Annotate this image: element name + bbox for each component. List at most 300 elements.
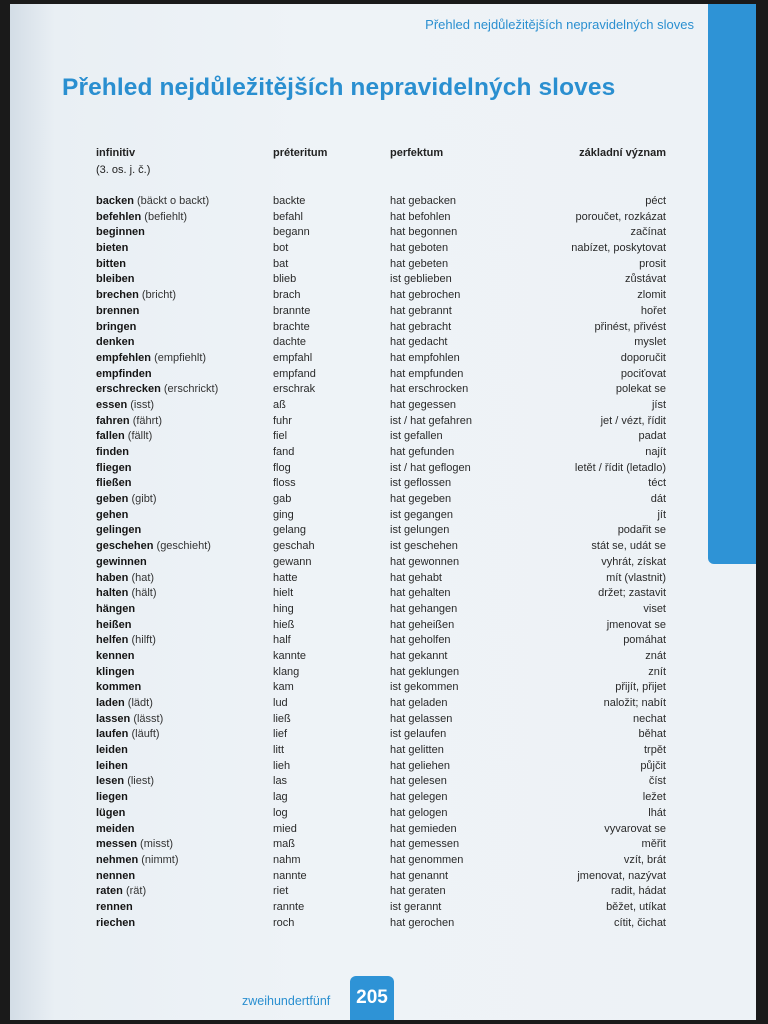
preterite-cell: half: [273, 634, 291, 647]
perfect-cell: hat geliehen: [390, 759, 450, 772]
infinitive-text: leiden: [96, 744, 128, 757]
third-person-form: (läuft): [131, 728, 160, 741]
column-subheader-third-person: (3. os. j. č.): [96, 164, 151, 176]
infinitive-cell: [96, 258, 126, 270]
preterite-cell: log: [273, 806, 288, 819]
infinitive-cell: [96, 305, 139, 317]
meaning-cell: jít: [657, 508, 666, 521]
infinitive-cell: [96, 415, 162, 427]
infinitive-text: meiden: [96, 822, 135, 835]
infinitive-cell: [96, 870, 135, 882]
third-person-form: (liest): [127, 775, 155, 788]
column-header-meaning: základní význam: [579, 147, 666, 159]
perfect-cell: hat genommen: [390, 853, 464, 866]
meaning-cell: polekat se: [615, 383, 666, 396]
meaning-cell: prosit: [639, 257, 666, 270]
meaning-cell: poroučet, rozkázat: [575, 210, 666, 223]
third-person-form: (lädt): [127, 697, 153, 709]
perfect-cell: hat geheißen: [390, 618, 455, 631]
table-row: [96, 556, 666, 572]
meaning-cell: přinést, přivést: [594, 320, 666, 333]
infinitive-text: rennen: [96, 900, 133, 913]
infinitive-text: finden: [96, 446, 129, 458]
meaning-cell: hořet: [640, 304, 666, 317]
third-person-form: (nimmt): [141, 853, 179, 866]
meaning-cell: znát: [645, 649, 666, 662]
infinitive-cell: [96, 462, 131, 474]
infinitive-text: bieten: [96, 242, 129, 255]
meaning-cell: doporučit: [620, 351, 666, 364]
infinitive-cell: [96, 681, 141, 693]
infinitive-cell: [96, 854, 179, 866]
column-header-preterite: préteritum: [273, 147, 328, 159]
infinitive-text: lassen: [96, 712, 131, 725]
perfect-cell: hat gebrochen: [390, 289, 461, 302]
infinitive-cell: [96, 289, 176, 301]
infinitive-text: erschrecken: [96, 383, 161, 396]
perfect-cell: hat gemessen: [390, 838, 460, 851]
infinitive-text: essen: [96, 398, 128, 411]
infinitive-cell: [96, 273, 135, 285]
infinitive-text: liegen: [96, 791, 128, 804]
table-row: [96, 901, 666, 917]
preterite-cell: dachte: [273, 336, 307, 349]
preterite-cell: empfand: [273, 367, 316, 380]
table-row: [96, 697, 666, 713]
meaning-cell: stát se, udát se: [591, 540, 666, 553]
perfect-cell: ist gelungen: [390, 524, 450, 537]
perfect-cell: hat gefunden: [390, 446, 455, 458]
perfect-cell: hat gebacken: [390, 195, 457, 207]
table-row: [96, 728, 666, 744]
perfect-cell: hat begonnen: [390, 226, 458, 239]
meaning-cell: podařit se: [617, 524, 666, 537]
meaning-cell: zlomit: [637, 289, 666, 302]
preterite-cell: brachte: [273, 320, 310, 333]
page-number-badge: 205: [350, 976, 394, 1020]
perfect-cell: hat gelogen: [390, 806, 448, 819]
infinitive-cell: [96, 572, 154, 584]
table-row: [96, 524, 666, 540]
preterite-cell: fiel: [273, 430, 288, 443]
third-person-form: (fällt): [127, 430, 153, 443]
preterite-cell: flog: [273, 461, 291, 474]
table-row: [96, 885, 666, 901]
table-row: [96, 493, 666, 509]
table-row: [96, 195, 666, 211]
infinitive-cell: [96, 321, 136, 333]
meaning-cell: mít (vlastnit): [606, 571, 666, 584]
infinitive-cell: [96, 493, 157, 505]
infinitive-text: helfen: [96, 634, 129, 647]
preterite-cell: empfahl: [273, 351, 313, 364]
preterite-cell: erschrak: [273, 383, 316, 396]
third-person-form: (bäckt o backt): [136, 195, 210, 207]
infinitive-cell: [96, 336, 135, 348]
table-row: [96, 838, 666, 854]
preterite-cell: fuhr: [273, 414, 292, 427]
infinitive-cell: [96, 666, 135, 678]
meaning-cell: radit, hádat: [610, 885, 666, 898]
perfect-cell: hat gehabt: [390, 571, 442, 584]
infinitive-text: klingen: [96, 665, 135, 678]
perfect-cell: hat gegeben: [390, 493, 452, 506]
table-row: [96, 681, 666, 697]
infinitive-cell: [96, 744, 128, 756]
perfect-cell: hat gelegen: [390, 791, 448, 804]
preterite-cell: lud: [273, 697, 288, 709]
meaning-cell: běhat: [638, 728, 666, 741]
infinitive-text: lesen: [96, 775, 125, 788]
preterite-cell: nahm: [273, 853, 301, 866]
table-row: [96, 917, 666, 933]
table-row: [96, 587, 666, 603]
perfect-cell: ist gegangen: [390, 508, 453, 521]
table-row: [96, 775, 666, 791]
table-row: [96, 509, 666, 525]
meaning-cell: vzít, brát: [623, 853, 666, 866]
preterite-cell: ging: [273, 508, 294, 521]
infinitive-text: befehlen: [96, 210, 142, 223]
preterite-cell: gelang: [273, 524, 307, 537]
meaning-cell: jet / vézt, řídit: [600, 414, 666, 427]
table-row: [96, 352, 666, 368]
third-person-form: (misst): [140, 838, 174, 851]
infinitive-cell: [96, 556, 147, 568]
infinitive-cell: [96, 650, 135, 662]
infinitive-text: messen: [96, 838, 137, 851]
preterite-cell: brannte: [273, 304, 311, 317]
meaning-cell: letět / řídit (letadlo): [574, 461, 666, 474]
third-person-form: (bricht): [141, 289, 177, 302]
table-row: [96, 666, 666, 682]
infinitive-text: laden: [96, 697, 125, 709]
meaning-cell: naložit; nabít: [603, 697, 666, 709]
infinitive-cell: [96, 728, 160, 740]
table-row: [96, 430, 666, 446]
perfect-cell: hat gemieden: [390, 822, 457, 835]
preterite-cell: hing: [273, 602, 294, 615]
perfect-cell: hat gelesen: [390, 775, 447, 788]
preterite-cell: geschah: [273, 540, 315, 553]
table-row: [96, 619, 666, 635]
third-person-form: (hält): [131, 587, 157, 600]
meaning-cell: pomáhat: [623, 634, 666, 647]
meaning-cell: péct: [645, 195, 666, 207]
meaning-cell: viset: [643, 602, 666, 615]
perfect-cell: ist / hat gefahren: [390, 414, 472, 427]
book-page: [10, 4, 756, 1020]
table-row: [96, 336, 666, 352]
preterite-cell: las: [273, 775, 288, 788]
meaning-cell: půjčit: [640, 759, 666, 772]
infinitive-cell: [96, 242, 128, 254]
meaning-cell: znít: [648, 665, 666, 678]
perfect-cell: ist gelaufen: [390, 728, 447, 741]
preterite-cell: befahl: [273, 210, 303, 223]
infinitive-text: nehmen: [96, 853, 139, 866]
infinitive-text: haben: [96, 571, 129, 584]
infinitive-text: leihen: [96, 759, 128, 772]
infinitive-cell: [96, 524, 141, 536]
infinitive-cell: [96, 713, 163, 725]
table-row: [96, 807, 666, 823]
infinitive-cell: [96, 211, 187, 223]
preterite-cell: lag: [273, 791, 288, 804]
table-row: [96, 399, 666, 415]
infinitive-cell: [96, 430, 152, 442]
infinitive-text: fallen: [96, 430, 125, 443]
meaning-cell: jmenovat se: [606, 618, 666, 631]
table-row: [96, 289, 666, 305]
preterite-cell: hielt: [273, 587, 294, 600]
table-row: [96, 760, 666, 776]
table-row: [96, 242, 666, 258]
table-row: [96, 211, 666, 227]
table-row: [96, 446, 666, 462]
infinitive-cell: [96, 399, 154, 411]
perfect-cell: ist geschehen: [390, 540, 458, 553]
preterite-cell: lief: [273, 728, 288, 741]
meaning-cell: číst: [648, 775, 666, 788]
infinitive-cell: [96, 226, 145, 238]
preterite-cell: litt: [273, 744, 284, 757]
verb-table: [96, 195, 666, 932]
table-row: [96, 383, 666, 399]
third-person-form: (rät): [125, 885, 147, 898]
perfect-cell: ist gekommen: [390, 681, 459, 694]
perfect-cell: hat erschrocken: [390, 383, 469, 396]
infinitive-cell: [96, 509, 128, 521]
infinitive-text: bleiben: [96, 273, 135, 286]
table-row: [96, 462, 666, 478]
preterite-cell: hatte: [273, 571, 298, 584]
table-row: [96, 634, 666, 650]
preterite-cell: bot: [273, 242, 289, 255]
preterite-cell: roch: [273, 916, 295, 929]
third-person-form: (befiehlt): [144, 210, 188, 223]
perfect-cell: hat gelassen: [390, 712, 453, 725]
page-number-word: zweihundertfünf: [242, 994, 331, 1008]
third-person-form: (empfiehlt): [154, 351, 207, 364]
table-row: [96, 870, 666, 886]
meaning-cell: jmenovat, nazývat: [577, 869, 666, 882]
table-row: [96, 603, 666, 619]
table-row: [96, 415, 666, 431]
infinitive-cell: [96, 477, 131, 489]
infinitive-text: fließen: [96, 477, 132, 490]
table-row: [96, 650, 666, 666]
table-row: [96, 854, 666, 870]
perfect-cell: hat geklungen: [390, 665, 460, 678]
meaning-cell: přijít, přijet: [615, 681, 666, 694]
infinitive-cell: [96, 885, 146, 897]
perfect-cell: hat gerochen: [390, 916, 455, 929]
infinitive-text: halten: [96, 587, 129, 600]
table-row: [96, 226, 666, 242]
table-row: [96, 823, 666, 839]
preterite-cell: rannte: [273, 900, 305, 913]
perfect-cell: hat geraten: [390, 885, 446, 898]
preterite-cell: hieß: [273, 618, 295, 631]
meaning-cell: padat: [638, 430, 666, 443]
third-person-form: (lässt): [133, 712, 164, 725]
infinitive-text: heißen: [96, 618, 132, 631]
third-person-form: (geschieht): [156, 540, 211, 553]
page-title: Přehled nejdůležitějších nepravidelných sloves: [62, 74, 616, 101]
perfect-cell: hat gehangen: [390, 602, 458, 615]
preterite-cell: bat: [273, 257, 289, 270]
infinitive-text: raten: [96, 885, 123, 898]
perfect-cell: hat geladen: [390, 697, 448, 709]
column-header-perfect: perfektum: [390, 147, 444, 159]
preterite-cell: ließ: [273, 712, 291, 725]
perfect-cell: hat geholfen: [390, 634, 451, 647]
table-row: [96, 744, 666, 760]
perfect-cell: hat gelitten: [390, 744, 444, 757]
meaning-cell: běžet, utíkat: [606, 900, 666, 913]
table-row: [96, 540, 666, 556]
table-row: [96, 273, 666, 289]
perfect-cell: ist geflossen: [390, 477, 452, 490]
infinitive-cell: [96, 697, 153, 709]
third-person-form: (gibt): [131, 493, 157, 506]
meaning-cell: pociťovat: [620, 367, 666, 380]
preterite-cell: gab: [273, 493, 292, 506]
infinitive-cell: [96, 775, 154, 787]
preterite-cell: brach: [273, 289, 301, 302]
preterite-cell: lieh: [273, 759, 291, 772]
perfect-cell: hat gewonnen: [390, 555, 460, 568]
infinitive-cell: [96, 807, 125, 819]
table-row: [96, 713, 666, 729]
infinitive-text: gewinnen: [96, 555, 147, 568]
perfect-cell: ist geblieben: [390, 273, 452, 286]
table-row: [96, 321, 666, 337]
perfect-cell: hat gekannt: [390, 649, 448, 662]
perfect-cell: hat empfunden: [390, 367, 464, 380]
perfect-cell: hat gebrannt: [390, 304, 452, 317]
infinitive-text: brennen: [96, 304, 140, 317]
infinitive-cell: [96, 587, 157, 599]
meaning-cell: nechat: [632, 712, 666, 725]
infinitive-cell: [96, 838, 173, 850]
infinitive-cell: [96, 446, 129, 458]
meaning-cell: vyvarovat se: [604, 822, 666, 835]
meaning-cell: ležet: [642, 791, 666, 804]
infinitive-cell: [96, 634, 156, 646]
meaning-cell: téct: [648, 477, 666, 490]
meaning-cell: jíst: [651, 398, 666, 411]
infinitive-cell: [96, 352, 206, 364]
infinitive-cell: [96, 619, 131, 631]
infinitive-text: brechen: [96, 289, 139, 302]
meaning-cell: cítit, čichat: [614, 916, 666, 929]
infinitive-text: gehen: [96, 508, 129, 521]
infinitive-text: fliegen: [96, 461, 132, 474]
third-person-form: (isst): [130, 398, 155, 411]
infinitive-cell: [96, 823, 135, 835]
preterite-cell: begann: [273, 226, 310, 239]
infinitive-cell: [96, 383, 218, 395]
infinitive-cell: [96, 760, 128, 772]
preterite-cell: fand: [273, 446, 295, 458]
meaning-cell: dát: [650, 493, 666, 506]
preterite-cell: gewann: [273, 555, 312, 568]
meaning-cell: nabízet, poskytovat: [571, 242, 666, 255]
perfect-cell: hat gebracht: [390, 320, 452, 333]
infinitive-text: hängen: [96, 602, 136, 615]
third-person-form: (fährt): [132, 414, 163, 427]
perfect-cell: hat geboten: [390, 242, 449, 255]
infinitive-text: bitten: [96, 257, 126, 270]
preterite-cell: backte: [273, 195, 306, 207]
table-row: [96, 477, 666, 493]
preterite-cell: nannte: [273, 869, 307, 882]
meaning-cell: začínat: [630, 226, 666, 239]
preterite-cell: maß: [273, 838, 295, 851]
infinitive-cell: [96, 368, 152, 380]
infinitive-cell: [96, 791, 128, 803]
meaning-cell: měřit: [641, 838, 666, 851]
infinitive-text: kommen: [96, 681, 142, 694]
infinitive-text: empfehlen: [96, 351, 152, 364]
infinitive-text: empfinden: [96, 367, 152, 380]
perfect-cell: ist gefallen: [390, 430, 443, 443]
meaning-cell: lhát: [648, 806, 666, 819]
meaning-cell: držet; zastavit: [598, 587, 666, 600]
perfect-cell: hat genannt: [390, 869, 449, 882]
meaning-cell: myslet: [634, 336, 666, 349]
infinitive-text: beginnen: [96, 226, 145, 239]
table-row: [96, 368, 666, 384]
infinitive-text: nennen: [96, 869, 136, 882]
third-person-form: (hat): [131, 571, 155, 584]
preterite-cell: kannte: [273, 649, 307, 662]
infinitive-text: geschehen: [96, 540, 154, 553]
table-row: [96, 791, 666, 807]
column-header-infinitive: infinitiv: [96, 147, 136, 159]
perfect-cell: hat gedacht: [390, 336, 448, 349]
table-row: [96, 258, 666, 274]
preterite-cell: aß: [273, 398, 286, 411]
running-header: Přehled nejdůležitějších nepravidelných sloves: [425, 17, 694, 32]
infinitive-text: geben: [96, 493, 129, 506]
perfect-cell: ist / hat geflogen: [390, 461, 471, 474]
preterite-cell: blieb: [273, 273, 297, 286]
infinitive-text: gelingen: [96, 524, 142, 537]
infinitive-cell: [96, 540, 211, 552]
table-row: [96, 305, 666, 321]
perfect-cell: hat empfohlen: [390, 351, 460, 364]
infinitive-text: backen: [96, 195, 134, 207]
infinitive-cell: [96, 603, 135, 615]
infinitive-text: lügen: [96, 806, 126, 819]
infinitive-cell: [96, 195, 209, 207]
perfect-cell: ist gerannt: [390, 900, 442, 913]
meaning-cell: trpět: [643, 744, 666, 757]
preterite-cell: mied: [273, 822, 297, 835]
perfect-cell: hat gebeten: [390, 257, 449, 270]
infinitive-text: laufen: [96, 728, 129, 741]
third-person-form: (erschrickt): [163, 383, 219, 396]
infinitive-text: kennen: [96, 649, 135, 662]
perfect-cell: hat gegessen: [390, 398, 457, 411]
perfect-cell: hat befohlen: [390, 210, 451, 223]
infinitive-text: fahren: [96, 414, 130, 427]
chapter-tab: [708, 4, 756, 564]
preterite-cell: riet: [273, 885, 289, 898]
